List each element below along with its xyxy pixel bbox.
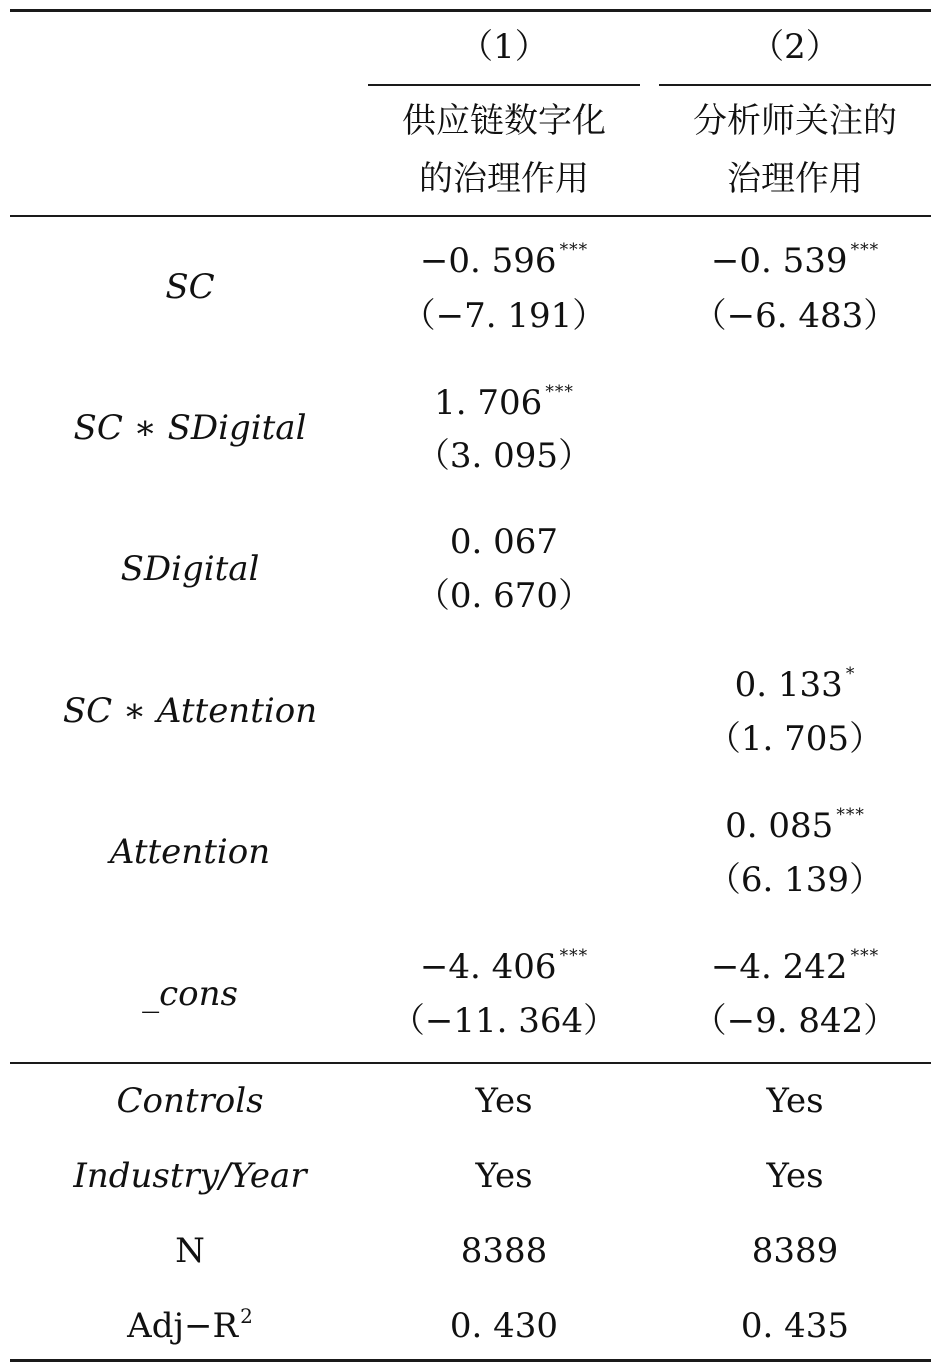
row-label-cons: _cons [142,974,238,1014]
row-label-sc-sdigital: SC ∗ SDigital [73,408,307,448]
row-label-controls: Controls [116,1081,264,1121]
significance-stars: *** [545,382,574,402]
coef-attention-col2 [659,806,931,852]
tstat-sdigital-col1: （0. 670） [415,576,593,616]
body-bottom-rule [10,1062,931,1064]
tstat-sc-sdigital-col1: （3. 095） [415,436,593,476]
coef-sdigital-col1 [368,522,640,562]
coef-value: −4. 242 [710,947,848,987]
n-col2: 8389 [751,1231,839,1271]
tstat-sc-attention-col2: （1. 705） [706,719,884,759]
significance-stars: * [845,664,856,684]
row-label-adj-r2 [40,1306,340,1350]
coef-value: −0. 596 [419,241,557,281]
coef-value: −0. 539 [710,241,848,281]
superscript-two: 2 [240,1304,253,1328]
coef-sc-col2 [659,241,931,287]
coef-cons-col1 [368,947,640,993]
coef-sc-sdigital-col1 [368,383,640,429]
row-label-sc: SC [165,267,215,307]
col1-title-line1: 供应链数字化 [402,101,606,141]
coef-value: 1. 706 [434,383,543,423]
col1-title [368,92,640,208]
industry-year-col2: Yes [766,1156,824,1196]
coef-value: −4. 406 [419,947,557,987]
top-rule [10,9,931,12]
tstat-attention-col2: （6. 139） [706,860,884,900]
tstat-sc-col2: （−6. 483） [692,296,898,336]
adj-r2-col1: 0. 430 [449,1306,559,1346]
significance-stars: *** [850,946,880,966]
significance-stars: *** [836,805,865,825]
tstat-cons-col2: （−9. 842） [692,1001,898,1041]
col1-header-underline [368,84,640,86]
coef-value: 0. 085 [725,806,834,846]
col1-number: （1） [459,27,549,67]
significance-stars: *** [559,240,589,260]
col2-title-line1: 分析师关注的 [693,101,897,141]
col1-title-line2: 的治理作用 [419,159,589,199]
coef-value: 0. 133 [734,665,843,705]
controls-col2: Yes [766,1081,824,1121]
row-label-n: N [175,1231,205,1271]
coef-value: 0. 067 [449,522,559,562]
significance-stars: *** [559,946,589,966]
tstat-sc-col1: （−7. 191） [401,296,607,336]
col2-title-line2: 治理作用 [727,159,863,199]
col2-title [659,92,931,208]
row-label-sc-attention: SC ∗ Attention [62,691,318,731]
row-label-industry-year: Industry/Year [73,1156,307,1196]
row-label-attention: Attention [109,832,271,872]
coef-sc-col1 [368,241,640,287]
bottom-rule [10,1359,931,1362]
adj-r-label: Adj−R [127,1306,239,1346]
significance-stars: *** [850,240,880,260]
coef-sc-attention-col2 [659,665,931,711]
adj-r2-col2: 0. 435 [740,1306,850,1346]
coef-cons-col2 [659,947,931,993]
row-label-sdigital: SDigital [120,549,260,589]
n-col1: 8388 [460,1231,548,1271]
industry-year-col1: Yes [475,1156,533,1196]
col2-number: （2） [750,27,840,67]
col2-header-underline [659,84,931,86]
header-bottom-rule [10,215,931,217]
controls-col1: Yes [475,1081,533,1121]
tstat-cons-col1: （−11. 364） [390,1001,618,1041]
